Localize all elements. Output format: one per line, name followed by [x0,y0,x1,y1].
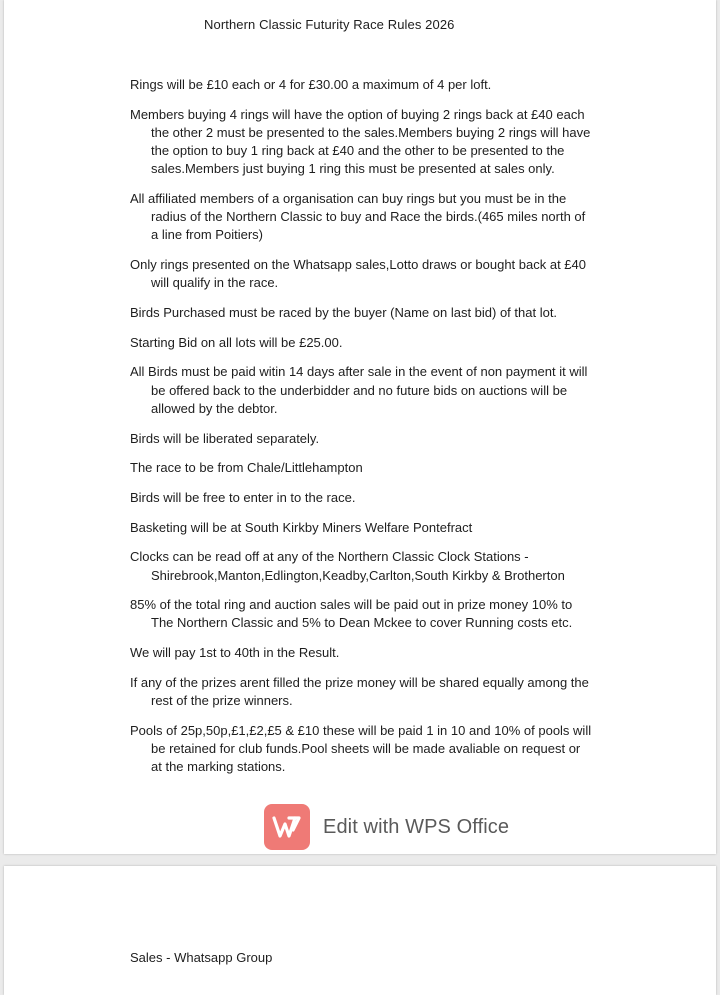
rule-paragraph: Rings will be £10 each or 4 for £30.00 a maximum of 4 per loft. [130,77,492,92]
rule-paragraph: All Birds must be paid witin 14 days after sale in the event of non payment it will be offered back to the underbidder and no future bids on auctions will be allowed by the debtor. [130,364,588,416]
rule-paragraph: If any of the prizes arent filled the prize money will be shared equally among the rest of the prize winners. [130,674,589,709]
rules-list [130,76,620,788]
document-page-1 [4,0,716,854]
rule-paragraph: Birds will be free to enter in to the race. [130,489,356,505]
edit-with-wps-button[interactable] [264,803,509,851]
rule-paragraph: We will pay 1st to 40th in the Result. [130,645,340,661]
document-title: Northern Classic Futurity Race Rules 2026 [204,17,455,32]
rule-paragraph: Birds Purchased must be raced by the buyer (Name on last bid) of that lot. [130,305,558,321]
rule-paragraph: Basketing will be at South Kirkby Miners Welfare Pontefract [130,519,473,535]
edit-with-wps-label: Edit with WPS Office [323,815,510,838]
sales-heading: Sales - Whatsapp Group [130,950,273,965]
rule-paragraph: 85% of the total ring and auction sales will be paid out in prize money 10% to The Northern Classic and 5% to Dean Mckee to cover Running costs etc. [130,597,573,631]
rule-paragraph: Only rings presented on the Whatsapp sales,Lotto draws or bought back at £40 will qualify in the race. [130,257,586,291]
document-page-2 [4,866,716,995]
wps-office-logo-icon [264,804,310,850]
rule-paragraph: All affiliated members of a organisation can buy rings but you must be in the radius of the Northern Classic to buy and Race the birds.(465 miles north of a line from Poitiers) [130,191,586,243]
rule-paragraph: Starting Bid on all lots will be £25.00. [130,334,343,350]
rule-paragraph: Clocks can be read off at any of the Northern Classic Clock Stations - Shirebrook,Manton,Edlington,Keadby,Carlton,South Kirkby & Brotherton [130,549,565,583]
rule-paragraph: Pools of 25p,50p,£1,£2,£5 & £10 these will be paid 1 in 10 and 10% of pools will be retained for club funds.Pool sheets will be made avaliable on request or at the marking stations. [130,722,592,775]
rule-paragraph: Birds will be liberated separately. [130,430,320,446]
rule-paragraph: The race to be from Chale/Littlehampton [130,460,363,476]
rule-paragraph: Members buying 4 rings will have the option of buying 2 rings back at £40 each the other 2 must be presented to the sales.Members buying 2 rings will have the option to buy 1 ring back at £40 and the other to be presented to the sales.Members just buying 1 ring this must be presented at sales only. [130,106,591,177]
